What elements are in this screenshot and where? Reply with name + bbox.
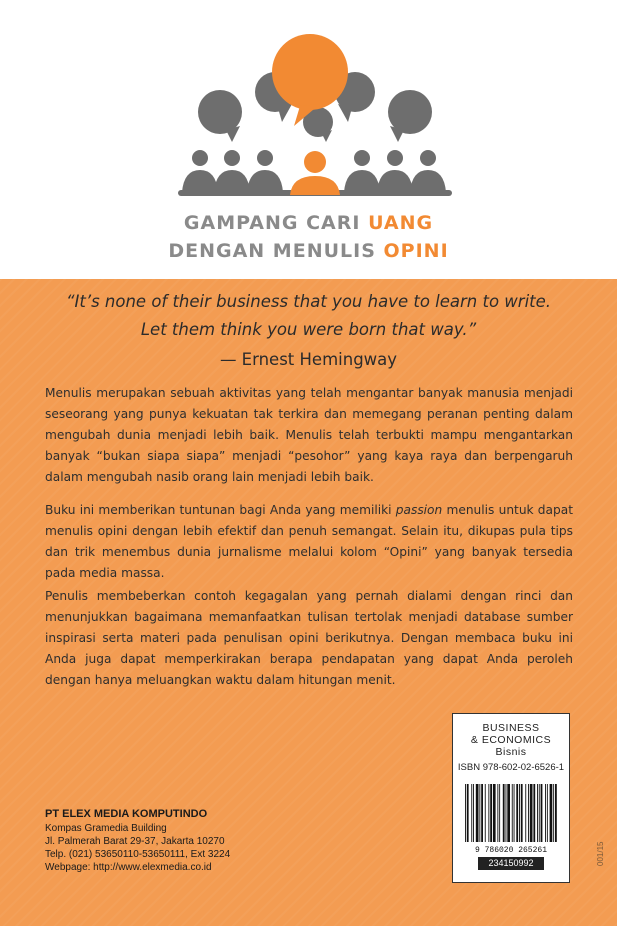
- category-economics: & ECONOMICS: [470, 734, 552, 746]
- title-highlight-opini: OPINI: [383, 240, 449, 262]
- barcode-bar: [541, 784, 543, 842]
- barcode-bar: [553, 784, 554, 842]
- barcode-digits: 9 786020 265261: [474, 846, 548, 854]
- barcode-bar: [530, 784, 533, 842]
- barcode-bar: [473, 784, 474, 842]
- barcode-icon: [461, 784, 561, 854]
- category-bisnis: Bisnis: [495, 746, 527, 758]
- barcode-bar: [485, 784, 486, 842]
- speech-bubbles-crowd-logo: [170, 30, 460, 200]
- barcode-bar: [521, 784, 523, 842]
- barcode-bar: [555, 784, 557, 842]
- barcode-bar: [471, 784, 472, 842]
- isbn-number: ISBN 978-602-02-6526-1: [457, 762, 565, 773]
- publisher-address-2: Jl. Palmerah Barat 29-37, Jakarta 10270: [45, 836, 225, 847]
- book-title-line1: GAMPANG CARI UANG: [183, 212, 434, 234]
- barcode-box: [452, 713, 570, 883]
- side-code: 001/15: [596, 841, 605, 866]
- publisher-address-1: Kompas Gramedia Building: [45, 823, 167, 834]
- barcode-bar: [488, 784, 489, 842]
- blurb-paragraph-2: Buku ini memberikan tuntunan bagi Anda yang memiliki passion menulis untuk dapat menulis opini dengan lebih efektif dan penuh semangat. Selain itu, dikupas pula tips dan trik menembus dunia jurnalisme melalui kolom “Opini” yang banyak tersedia pada media massa.: [45, 503, 573, 580]
- barcode-bar: [490, 784, 492, 842]
- barcode-bar: [539, 784, 540, 842]
- barcode-bar: [465, 784, 466, 842]
- barcode-bar: [476, 784, 479, 842]
- barcode-bar: [467, 784, 469, 842]
- barcode-bar: [537, 784, 538, 842]
- quote-author: — Ernest Hemingway: [219, 350, 398, 369]
- barcode-bar: [545, 784, 546, 842]
- title-highlight-uang: UANG: [368, 212, 434, 234]
- category-business: BUSINESS: [482, 722, 540, 734]
- barcode-bar: [497, 784, 498, 842]
- barcode-bar: [499, 784, 500, 842]
- quote-line2: Let them think you were born that way.”: [140, 320, 477, 339]
- barcode-bar: [493, 784, 496, 842]
- barcode-bar: [525, 784, 526, 842]
- barcode-bar: [533, 784, 535, 842]
- publisher-phone: Telp. (021) 53650110-53650111, Ext 3224: [45, 849, 231, 860]
- publisher-info: [45, 808, 230, 874]
- quote-line1: “It’s none of their business that you have to learn to write.: [65, 292, 552, 311]
- barcode-bar: [481, 784, 483, 842]
- barcode-bar: [519, 784, 520, 842]
- barcode-bar: [550, 784, 553, 842]
- barcode-bar: [516, 784, 518, 842]
- blurb-paragraph-1: Menulis merupakan sebuah aktivitas yang telah mengantar banyak manusia menjadi seseorang yang punya kekuatan tak terkira dan memegang peranan penting dalam mengubah dunia menjadi lebih baik. Menulis telah terbukti mampu mengantarkan banyak “bukan siapa siapa” menjadi “pesohor” yang kaya raya dan berpengaruh dalam mengubah nasib orang lain menjadi lebih baik.: [45, 386, 573, 484]
- publisher-webpage: Webpage: http://www.elexmedia.co.id: [45, 862, 212, 873]
- passion-italic: passion: [395, 503, 443, 517]
- book-title-line2: DENGAN MENULIS OPINI: [168, 240, 449, 262]
- barcode-bar: [479, 784, 480, 842]
- cover-header: [0, 0, 617, 279]
- publisher-name: PT ELEX MEDIA KOMPUTINDO: [45, 808, 208, 820]
- barcode-bar: [503, 784, 505, 842]
- barcode-bar: [528, 784, 529, 842]
- barcode-bar: [507, 784, 510, 842]
- barcode-bar: [506, 784, 507, 842]
- barcode-bar: [514, 784, 515, 842]
- product-code: 234150992: [478, 857, 544, 870]
- barcode-bar: [512, 784, 513, 842]
- barcode-bar: [547, 784, 548, 842]
- blurb-paragraph-3: Penulis membeberkan contoh kegagalan yang pernah dialami dengan rinci dan menunjukkan bagaimana memanfaatkan tulisan tertolak menjadi database sumber inspirasi serta materi pada penulisan opini berikutnya. Dengan membaca buku ini Anda juga dapat memperkirakan berapa pendapatan yang dapat Anda peroleh dengan hanya meluangkan waktu dalam hitungan menit.: [45, 589, 573, 687]
